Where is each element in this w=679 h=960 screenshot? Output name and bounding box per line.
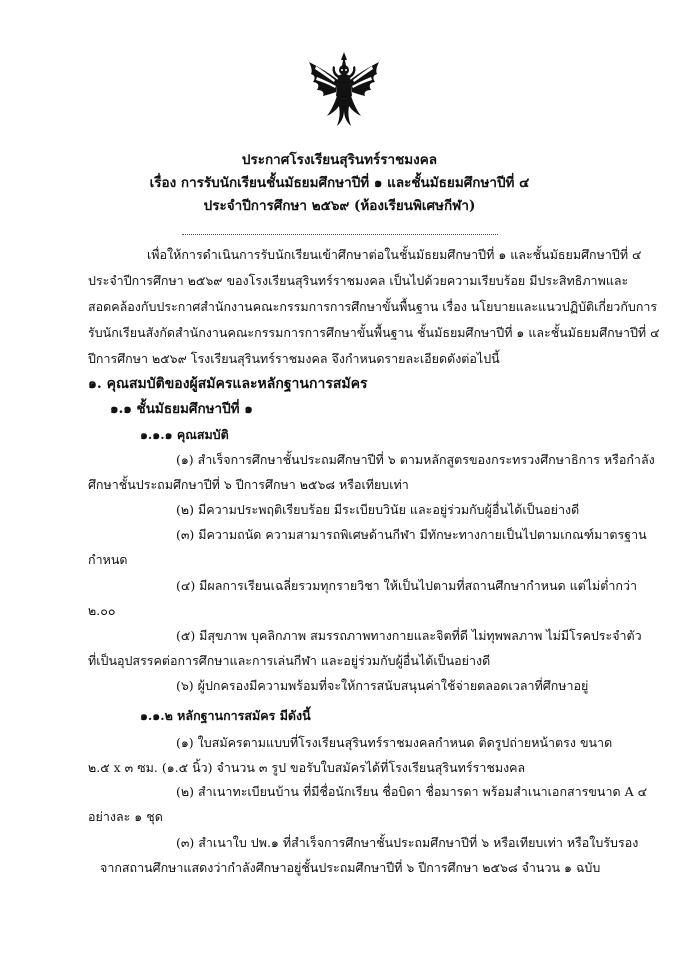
- intro-line: ปีการศึกษา ๒๕๖๙ โรงเรียนสุรินทร์ราชมงคล จึงกำหนดรายละเอียดดังต่อไปนี้: [88, 351, 500, 366]
- subsection-heading: ๑.๑ ชั้นมัธยมศึกษาปีที่ ๑: [110, 401, 253, 417]
- qualification-item-cont: ที่เป็นอุปสรรคต่อการศึกษาและการเล่นกีฬา และอยู่ร่วมกับผู้อื่นได้เป็นอย่างดี: [88, 653, 491, 668]
- documents-heading: ๑.๑.๒ หลักฐานการสมัคร มีดังนี้: [140, 708, 311, 723]
- document-item-cont: จากสถานศึกษาแสดงว่ากำลังศึกษาอยู่ชั้นประถมศึกษาปีที่ ๖ ปีการศึกษา ๒๕๖๘ จำนวน ๑ ฉบับ: [100, 860, 601, 875]
- qualification-item-cont: ๒.๐๐: [88, 603, 116, 618]
- intro-line: ประจำปีการศึกษา ๒๕๖๙ ของโรงเรียนสุรินทร์ราชมงคล เป็นไปด้วยความเรียบร้อย มีประสิทธิภาพและ: [88, 273, 629, 288]
- qualification-item-cont: กำหนด: [88, 552, 128, 567]
- section-heading: ๑. คุณสมบัติของผู้สมัครและหลักฐานการสมัคร: [88, 376, 368, 392]
- title-line-2: เรื่อง การรับนักเรียนชั้นมัธยมศึกษาปีที่ ๑ และชั้นมัธยมศึกษาปีที่ ๔: [149, 175, 530, 191]
- title-line-1: ประกาศโรงเรียนสุรินทร์ราชมงคล: [241, 152, 438, 168]
- qualification-heading: ๑.๑.๑ คุณสมบัติ: [140, 427, 229, 442]
- intro-line: เพื่อให้การดำเนินการรับนักเรียนเข้าศึกษาต่อในชั้นมัธยมศึกษาปีที่ ๑ และชั้นมัธยมศึกษาปีที่ ๔: [147, 247, 642, 262]
- document-item-cont: ๒.๕ x ๓ ซม. (๑.๕ นิ้ว) จำนวน ๓ รูป ขอรับใบสมัครได้ที่โรงเรียนสุรินทร์ราชมงคล: [88, 760, 526, 775]
- garuda-emblem-icon: [303, 50, 385, 130]
- qualification-item: (๒) มีความประพฤติเรียบร้อย มีระเบียบวินัย และอยู่ร่วมกับผู้อื่นได้เป็นอย่างดี: [176, 502, 580, 517]
- qualification-item: (๓) มีความถนัด ความสามารถพิเศษด้านกีฬา มีทักษะทางกายเป็นไปตามเกณฑ์มาตรฐาน: [176, 527, 647, 542]
- qualification-item-cont: ศึกษาชั้นประถมศึกษาปีที่ ๖ ปีการศึกษา ๒๕๖๘ หรือเทียบเท่า: [88, 477, 409, 492]
- document-item: (๑) ใบสมัครตามแบบที่โรงเรียนสุรินทร์ราชมงคลกำหนด ติดรูปถ่ายหน้าตรง ขนาด: [176, 735, 613, 750]
- document-item: (๓) สำเนาใบ ปพ.๑ ที่สำเร็จการศึกษาชั้นประถมศึกษาปีที่ ๖ หรือเทียบเท่า หรือใบรับรอง: [176, 835, 639, 850]
- document-item: (๒) สำเนาทะเบียนบ้าน ที่มีชื่อนักเรียน ชื่อบิดา ชื่อมารดา พร้อมสำเนาเอกสารขนาด A ๔: [176, 784, 648, 799]
- qualification-item: (๖) ผู้ปกครองมีความพร้อมที่จะให้การสนับสนุนค่าใช้จ่ายตลอดเวลาที่ศึกษาอยู่: [176, 678, 589, 693]
- qualification-item: (๑) สำเร็จการศึกษาชั้นประถมศึกษาปีที่ ๖ ตามหลักสูตรของกระทรวงศึกษาธิการ หรือกำลัง: [176, 452, 655, 467]
- intro-line: รับนักเรียนสังกัดสำนักงานคณะกรรมการการศึกษาขั้นพื้นฐาน ชั้นมัธยมศึกษาปีที่ ๑ และชั้นมัธยมศึกษาปีที่ ๔: [88, 325, 660, 340]
- qualification-item: (๔) มีผลการเรียนเฉลี่ยรวมทุกรายวิชา ให้เป็นไปตามที่สถานศึกษากำหนด แต่ไม่ต่ำกว่า: [176, 578, 638, 593]
- document-item-cont: อย่างละ ๑ ชุด: [88, 809, 163, 824]
- title-divider: [182, 234, 498, 235]
- intro-line: สอดคล้องกับประกาศสำนักงานคณะกรรมการการศึกษาขั้นพื้นฐาน เรื่อง นโยบายและแนวปฏิบัติเกี่ยวกับการ: [88, 299, 658, 314]
- title-line-3: ประจำปีการศึกษา ๒๕๖๙ (ห้องเรียนพิเศษกีฬา): [203, 198, 476, 214]
- qualification-item: (๕) มีสุขภาพ บุคลิกภาพ สมรรถภาพทางกายและจิตที่ดี ไม่ทุพพลภาพ ไม่มีโรคประจำตัว: [176, 628, 642, 643]
